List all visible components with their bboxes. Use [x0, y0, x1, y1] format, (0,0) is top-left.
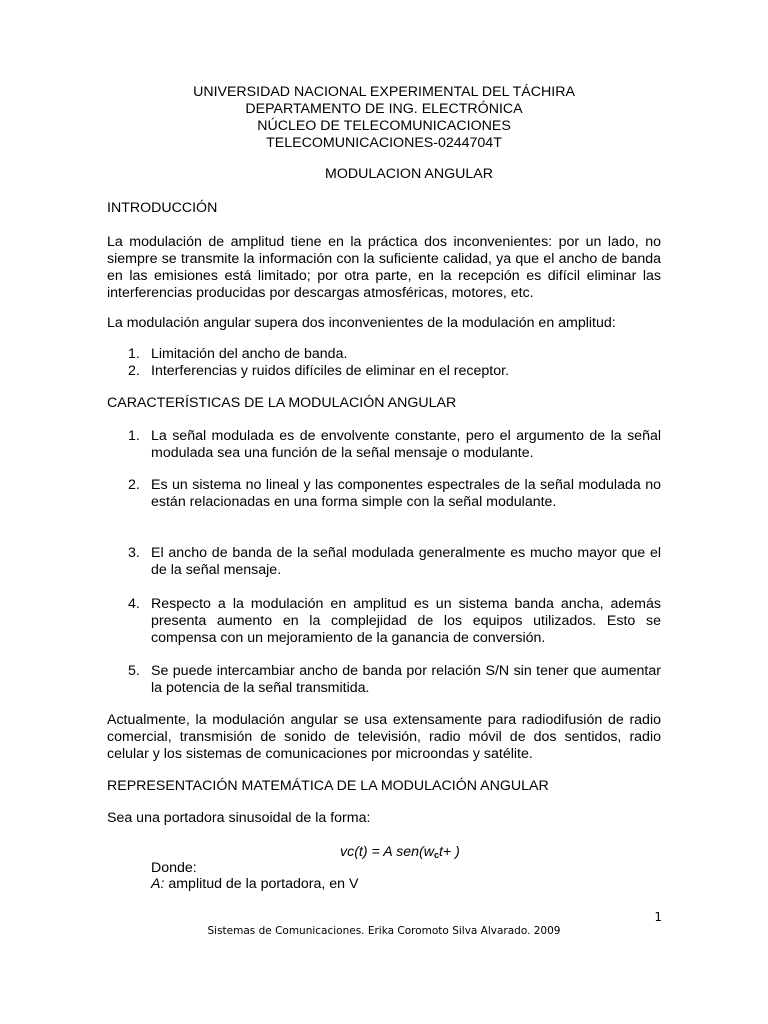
intro-paragraph-2: La modulación angular supera dos inconvenientes de la modulación en amplitud:	[107, 315, 616, 331]
where-symbol: A:	[151, 876, 165, 892]
list-item-text: La señal modulada es de envolvente constante, pero el argumento de la señal modulada sea una función de la señal mensaje o modulante.	[151, 428, 661, 461]
list-item-number: 4.	[128, 596, 140, 612]
where-label: Donde:	[151, 860, 197, 876]
intro-list	[107, 346, 661, 380]
list-item-text: El ancho de banda de la señal modulada generalmente es mucho mayor que el de la señal mensaje.	[151, 545, 661, 578]
list-item	[107, 477, 661, 511]
list-item-text: Respecto a la modulación en amplitud es un sistema banda ancha, además presenta aumento en la complejidad de los equipos utilizados. Esto se compensa con un mejoramiento de la ganancia de conversión.	[151, 596, 661, 646]
characteristics-heading: CARACTERÍSTICAS DE LA MODULACIÓN ANGULAR	[107, 395, 457, 411]
list-item-number: 5.	[128, 663, 140, 679]
list-item	[107, 346, 661, 363]
characteristics-list	[107, 477, 661, 511]
list-item	[107, 596, 661, 647]
where-text: amplitud de la portadora, en V	[164, 876, 359, 892]
math-intro: Sea una portadora sinusoidal de la forma:	[107, 810, 371, 826]
page-footer: Sistemas de Comunicaciones. Erika Coromoto Silva Alvarado. 2009	[207, 925, 561, 937]
characteristics-list	[107, 596, 661, 647]
characteristics-list	[107, 545, 661, 579]
list-item-text: Se puede intercambiar ancho de banda por relación S/N sin tener que aumentar la potencia de la señal transmitida.	[151, 663, 661, 696]
list-item	[107, 363, 661, 380]
list-item-number: 3.	[128, 545, 140, 561]
characteristics-list	[107, 663, 661, 697]
formula-subscript: c	[433, 850, 439, 860]
formula-part: vc(t) = A sen(w	[340, 844, 434, 860]
list-item	[107, 428, 661, 462]
list-item-text: Es un sistema no lineal y las componentes espectrales de la señal modulada no están relacionadas en una forma simple con la señal modulante.	[151, 477, 661, 510]
header-course: TELECOMUNICACIONES-0244704T	[266, 135, 502, 151]
list-item-text: Interferencias y ruidos difíciles de eliminar en el receptor.	[151, 363, 510, 379]
characteristics-closing-paragraph: Actualmente, la modulación angular se usa extensamente para radiodifusión de radio comercial, transmisión de sonido de televisión, radio móvil de dos sentidos, radio celular y los sistemas de comunicaciones por microondas y satélite.	[107, 712, 661, 762]
list-item-number: 2.	[128, 363, 140, 379]
list-item-number: 1.	[128, 428, 140, 444]
list-item-text: Limitación del ancho de banda.	[151, 346, 348, 362]
list-item	[107, 663, 661, 697]
characteristics-list	[107, 428, 661, 462]
intro-heading: INTRODUCCIÓN	[107, 200, 218, 216]
page-number: 1	[654, 910, 662, 924]
header-department: DEPARTAMENTO DE ING. ELECTRÓNICA	[245, 101, 523, 117]
intro-paragraph-1: La modulación de amplitud tiene en la práctica dos inconvenientes: por un lado, no siempre se transmite la información con la suficiente calidad, ya que el ancho de banda en las emisiones está limitado; por otra parte, en la recepción es difícil eliminar las interferencias producidas por descargas atmosféricas, motores, etc.	[107, 234, 661, 301]
carrier-formula	[340, 844, 460, 864]
document-header	[0, 84, 768, 152]
math-heading: REPRESENTACIÓN MATEMÁTICA DE LA MODULACIÓN ANGULAR	[107, 778, 549, 794]
list-item-number: 1.	[128, 346, 140, 362]
document-title: MODULACION ANGULAR	[325, 166, 493, 182]
list-item	[107, 545, 661, 579]
header-university: UNIVERSIDAD NACIONAL EXPERIMENTAL DEL TÁCHIRA	[193, 84, 575, 100]
where-definition	[151, 876, 358, 893]
formula-part: t+ )	[438, 844, 460, 860]
list-item-number: 2.	[128, 477, 140, 493]
header-nucleus: NÚCLEO DE TELECOMUNICACIONES	[257, 118, 511, 134]
